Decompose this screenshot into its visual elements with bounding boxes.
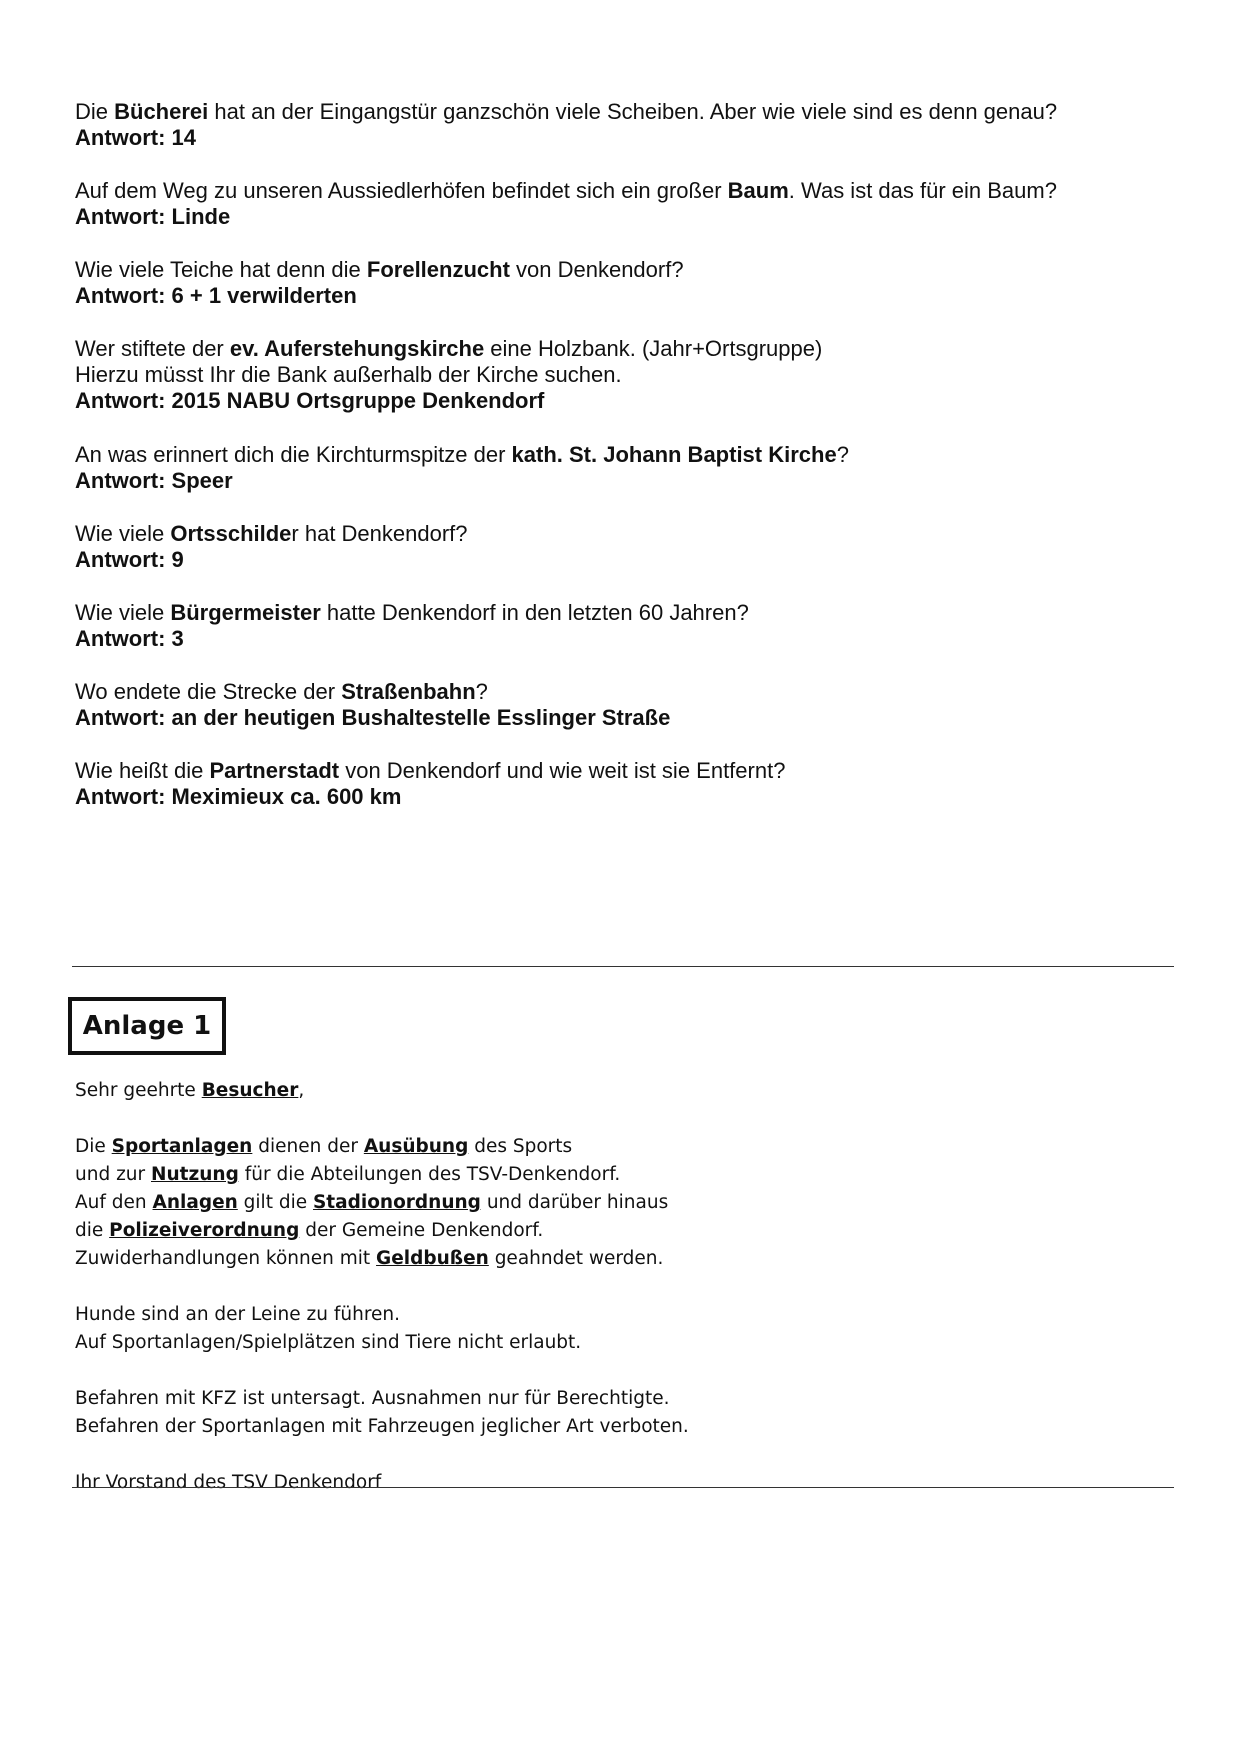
question-text: An was erinnert dich die Kirchturmspitze der kath. St. Johann Baptist Kirche? — [75, 442, 849, 467]
qa-block-2 — [75, 178, 1185, 230]
question-text: Wo endete die Strecke der Straßenbahn? — [75, 679, 488, 704]
notice-text — [75, 1077, 975, 1497]
notice-line: und zur Nutzung für die Abteilungen des TSV-Denkendorf. — [75, 1164, 621, 1185]
question-text: Auf dem Weg zu unseren Aussiedlerhöfen befindet sich ein großer Baum. Was ist das für ein Baum? — [75, 178, 1057, 203]
answer-text: Antwort: an der heutigen Bushaltestelle Esslinger Straße — [75, 705, 671, 730]
answer-text: Antwort: Meximieux ca. 600 km — [75, 784, 402, 809]
qa-block-1 — [75, 99, 1185, 151]
notice-line: Auf Sportanlagen/Spielplätzen sind Tiere nicht erlaubt. — [75, 1332, 582, 1353]
notice-line: Zuwiderhandlungen können mit Geldbußen geahndet werden. — [75, 1248, 664, 1269]
question-text: Wie viele Teiche hat denn die Forellenzucht von Denkendorf? — [75, 257, 684, 282]
notice-line: Die Sportanlagen dienen der Ausübung des Sports — [75, 1136, 573, 1157]
notice-line: Befahren mit KFZ ist untersagt. Ausnahmen nur für Berechtigte. — [75, 1388, 670, 1409]
section-divider-bottom — [72, 1487, 1174, 1488]
answer-text: Antwort: 2015 NABU Ortsgruppe Denkendorf — [75, 388, 545, 413]
anlage-title: Anlage 1 — [82, 1011, 212, 1041]
question-text: Wie heißt die Partnerstadt von Denkendorf und wie weit ist sie Entfernt? — [75, 758, 786, 783]
notice-line: Befahren der Sportanlagen mit Fahrzeugen jeglicher Art verboten. — [75, 1416, 689, 1437]
qa-block-7 — [75, 600, 1185, 652]
answer-text: Antwort: Speer — [75, 468, 233, 493]
notice-line: Hunde sind an der Leine zu führen. — [75, 1304, 401, 1325]
notice-greeting: Sehr geehrte Besucher, — [75, 1080, 305, 1101]
qa-block-8 — [75, 679, 1185, 731]
section-divider-top — [72, 966, 1174, 967]
answer-text: Antwort: 9 — [75, 547, 184, 572]
answer-text: Antwort: 14 — [75, 125, 196, 150]
question-text: Wer stiftete der ev. Auferstehungskirche eine Holzbank. (Jahr+Ortsgruppe) — [75, 336, 823, 361]
qa-block-6 — [75, 521, 1185, 573]
qa-block-4 — [75, 336, 1185, 414]
notice-signature: Ihr Vorstand des TSV Denkendorf — [75, 1472, 382, 1493]
qa-block-5 — [75, 442, 1185, 494]
qa-block-9 — [75, 758, 1185, 810]
notice-line: Auf den Anlagen gilt die Stadionordnung und darüber hinaus — [75, 1192, 669, 1213]
anlage-title-box — [68, 997, 226, 1055]
answer-text: Antwort: 6 + 1 verwilderten — [75, 283, 357, 308]
question-hint: Hierzu müsst Ihr die Bank außerhalb der Kirche suchen. — [75, 362, 622, 387]
notice-line: die Polizeiverordnung der Gemeine Denkendorf. — [75, 1220, 544, 1241]
question-text: Wie viele Bürgermeister hatte Denkendorf in den letzten 60 Jahren? — [75, 600, 749, 625]
qa-block-3 — [75, 257, 1185, 309]
answer-text: Antwort: Linde — [75, 204, 231, 229]
answer-text: Antwort: 3 — [75, 626, 184, 651]
question-text: Wie viele Ortsschilder hat Denkendorf? — [75, 521, 468, 546]
question-text: Die Bücherei hat an der Eingangstür ganzschön viele Scheiben. Aber wie viele sind es denn genau? — [75, 99, 1058, 124]
